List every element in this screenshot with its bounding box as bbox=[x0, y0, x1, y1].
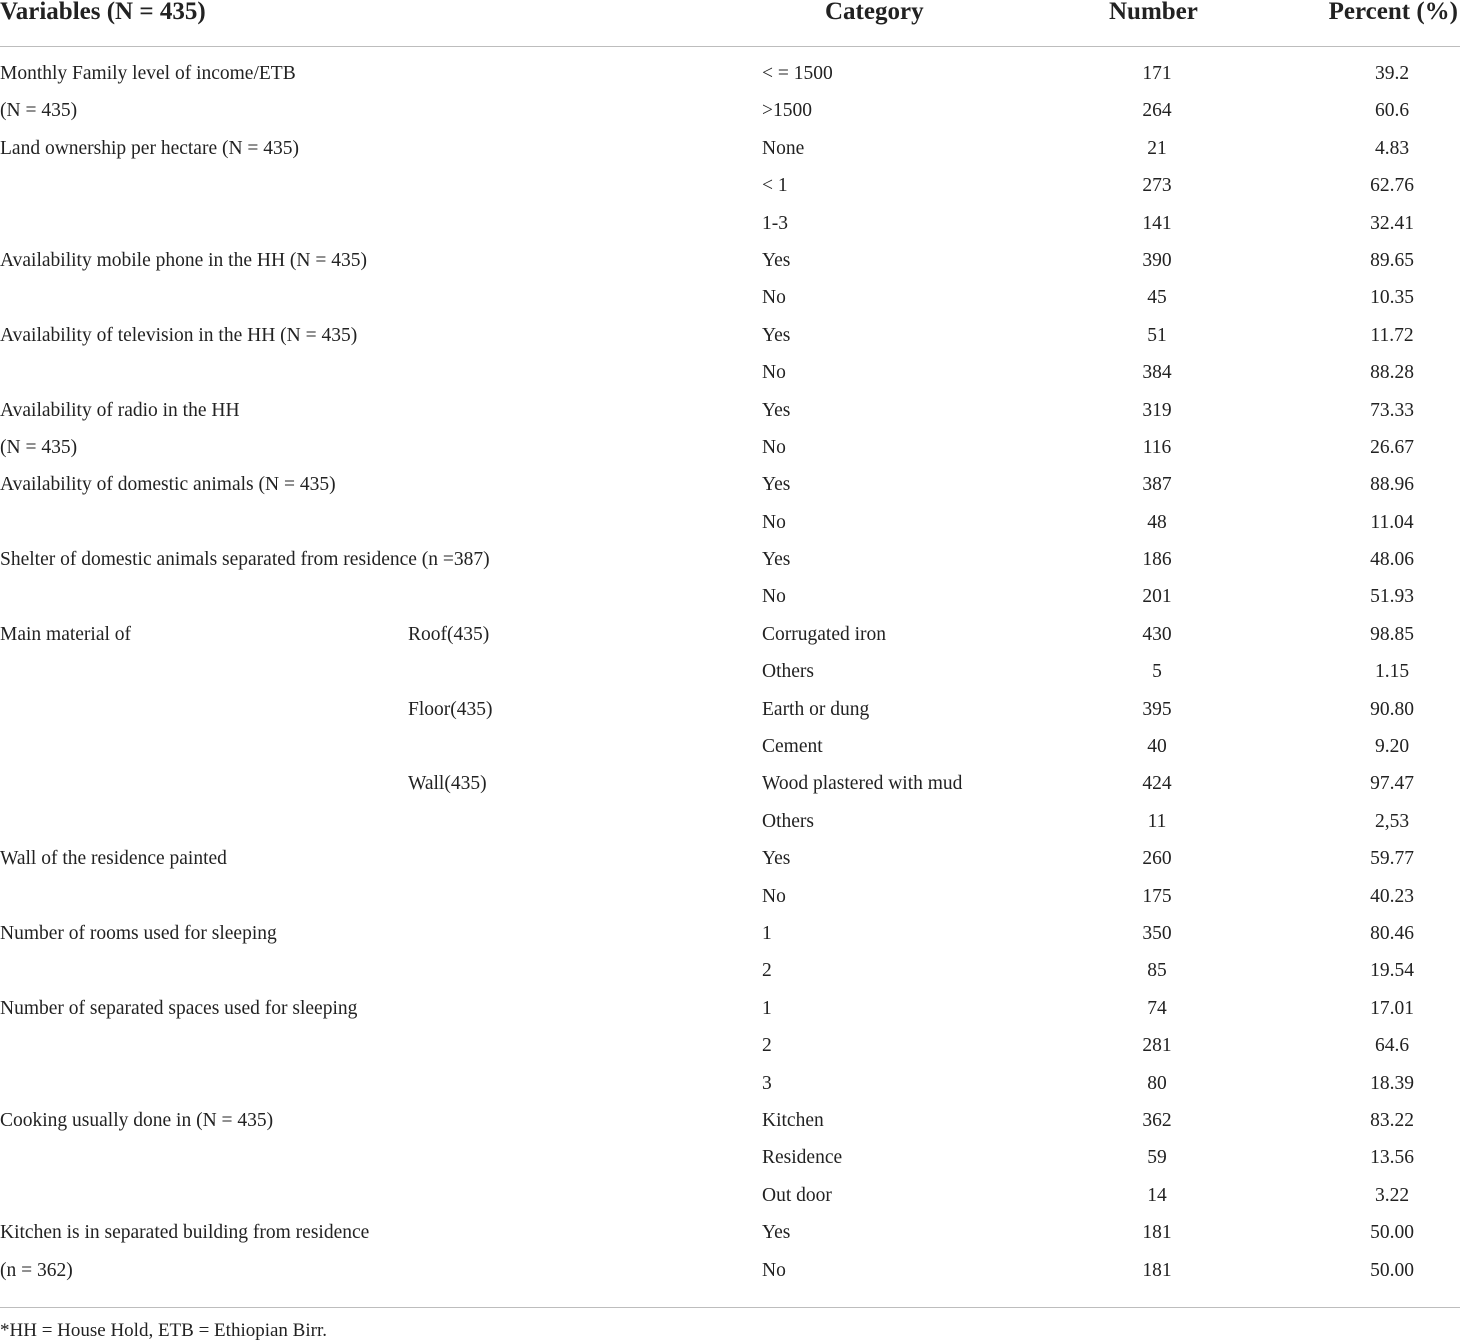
cell-variable: Main material of bbox=[0, 623, 132, 645]
table-row: Main material of Roof(435) Corrugated iron 430 98.85 bbox=[0, 620, 1460, 657]
table-row: Others 11 2,53 bbox=[0, 807, 1460, 844]
table-row: 1-3 141 32.41 bbox=[0, 209, 1460, 246]
header-percent: Percent (%) bbox=[1328, 0, 1458, 25]
cell-category: Corrugated iron bbox=[762, 623, 887, 645]
cell-category: 1 bbox=[762, 997, 772, 1019]
table-row: (N = 435) No 116 26.67 bbox=[0, 433, 1460, 470]
cell-category: 1 bbox=[762, 922, 772, 944]
cell-category: Yes bbox=[762, 549, 791, 571]
cell-category: Yes bbox=[762, 324, 791, 346]
cell-variable: Availability of television in the HH (N = 435) bbox=[0, 324, 358, 346]
table-row: 3 80 18.39 bbox=[0, 1069, 1460, 1106]
cell-category: Yes bbox=[762, 474, 791, 496]
cell-category: Cement bbox=[762, 736, 823, 758]
cell-variable: Number of rooms used for sleeping bbox=[0, 922, 277, 944]
table-row: Availability of television in the HH (N = 435) Yes 51 11.72 bbox=[0, 321, 1460, 358]
table-row: Cooking usually done in (N = 435) Kitchen 362 83.22 bbox=[0, 1106, 1460, 1143]
cell-category: Residence bbox=[762, 1147, 843, 1169]
table-row: Availability mobile phone in the HH (N = 435) Yes 390 89.65 bbox=[0, 246, 1460, 283]
table-row: 2 85 19.54 bbox=[0, 956, 1460, 993]
cell-variable: Land ownership per hectare (N = 435) bbox=[0, 137, 300, 159]
cell-category: No bbox=[762, 511, 786, 533]
cell-variable: (n = 362) bbox=[0, 1259, 73, 1281]
cell-category: >1500 bbox=[762, 100, 812, 122]
header-variables: Variables (N = 435) bbox=[0, 0, 206, 25]
table-row: 2 281 64.6 bbox=[0, 1031, 1460, 1068]
cell-category: Yes bbox=[762, 1222, 791, 1244]
table-row: Monthly Family level of income/ETB < = 1500 171 39.2 bbox=[0, 59, 1460, 96]
header-number: Number bbox=[1109, 0, 1198, 25]
cell-variable: Shelter of domestic animals separated from residence (n =387) bbox=[0, 549, 490, 571]
cell-category: No bbox=[762, 885, 786, 907]
cell-category: < = 1500 bbox=[762, 63, 833, 84]
table-row: Number of separated spaces used for sleeping 1 74 17.01 bbox=[0, 994, 1460, 1031]
table-row: No 201 51.93 bbox=[0, 582, 1460, 619]
cell-variable: Cooking usually done in (N = 435) bbox=[0, 1109, 274, 1131]
table-row: Availability of domestic animals (N = 435) Yes 387 88.96 bbox=[0, 470, 1460, 507]
cell-category: Out door bbox=[762, 1184, 832, 1206]
table-row: Land ownership per hectare (N = 435) None 21 4.83 bbox=[0, 134, 1460, 171]
cell-category: Yes bbox=[762, 399, 791, 421]
table-row: Availability of radio in the HH Yes 319 73.33 bbox=[0, 396, 1460, 433]
cell-category: 2 bbox=[762, 960, 772, 982]
cell-category: No bbox=[762, 362, 786, 384]
table-row: Shelter of domestic animals separated from residence (n =387) Yes 186 48.06 bbox=[0, 545, 1460, 582]
table-row: (n = 362) No 181 50.00 bbox=[0, 1256, 1460, 1293]
table-row: Number of rooms used for sleeping 1 350 80.46 bbox=[0, 919, 1460, 956]
table-row: Floor(435) Earth or dung 395 90.80 bbox=[0, 695, 1460, 732]
cell-category: 2 bbox=[762, 1035, 772, 1057]
table-row: Kitchen is in separated building from residence Yes 181 50.00 bbox=[0, 1218, 1460, 1255]
cell-variable: Availability of domestic animals (N = 435) bbox=[0, 474, 336, 496]
cell-category: No bbox=[762, 1259, 786, 1281]
cell-category: Yes bbox=[762, 848, 791, 870]
table-row: Out door 14 3.22 bbox=[0, 1181, 1460, 1218]
cell-category: < 1 bbox=[762, 175, 788, 197]
table-footnote: *HH = House Hold, ETB = Ethiopian Birr. bbox=[0, 1320, 327, 1341]
table-row: Others 5 1.15 bbox=[0, 657, 1460, 694]
table-row: Wall of the residence painted Yes 260 59.77 bbox=[0, 844, 1460, 881]
cell-variable: (N = 435) bbox=[0, 100, 78, 122]
cell-variable: Monthly Family level of income/ETB bbox=[0, 63, 296, 84]
cell-category: No bbox=[762, 586, 786, 608]
cell-subvariable: Wall(435) bbox=[408, 773, 487, 795]
cell-category: Wood plastered with mud bbox=[762, 773, 963, 795]
cell-variable: (N = 435) bbox=[0, 436, 78, 458]
cell-category: No bbox=[762, 287, 786, 309]
cell-category: Earth or dung bbox=[762, 698, 870, 720]
table-row: (N = 435) >1500 264 60.6 bbox=[0, 96, 1460, 133]
table-header bbox=[0, 0, 1460, 47]
cell-variable: Kitchen is in separated building from residence bbox=[0, 1222, 370, 1244]
table-row: No 175 40.23 bbox=[0, 882, 1460, 919]
cell-category: None bbox=[762, 137, 805, 159]
cell-category: 3 bbox=[762, 1072, 772, 1094]
table-row: Wall(435) Wood plastered with mud 424 97.47 bbox=[0, 769, 1460, 806]
table-row: Residence 59 13.56 bbox=[0, 1143, 1460, 1180]
cell-category: No bbox=[762, 436, 786, 458]
table-body bbox=[0, 59, 1460, 1293]
cell-category: Others bbox=[762, 661, 814, 683]
header-category: Category bbox=[825, 0, 924, 25]
cell-subvariable: Floor(435) bbox=[408, 698, 493, 720]
cell-category: 1-3 bbox=[762, 212, 788, 234]
cell-variable: Availability mobile phone in the HH (N = 435) bbox=[0, 249, 367, 271]
cell-category: Yes bbox=[762, 249, 791, 271]
cell-category: Kitchen bbox=[762, 1109, 824, 1131]
cell-variable: Number of separated spaces used for sleeping bbox=[0, 997, 358, 1019]
table-row: < 1 273 62.76 bbox=[0, 171, 1460, 208]
table-bottom-rule bbox=[0, 1307, 1460, 1308]
cell-variable: Availability of radio in the HH bbox=[0, 399, 240, 421]
cell-subvariable: Roof(435) bbox=[408, 623, 490, 645]
table-row: No 48 11.04 bbox=[0, 508, 1460, 545]
table-row: No 45 10.35 bbox=[0, 283, 1460, 320]
cell-variable: Wall of the residence painted bbox=[0, 848, 227, 870]
cell-category: Others bbox=[762, 810, 814, 832]
table-row: No 384 88.28 bbox=[0, 358, 1460, 395]
table-row: Cement 40 9.20 bbox=[0, 732, 1460, 769]
